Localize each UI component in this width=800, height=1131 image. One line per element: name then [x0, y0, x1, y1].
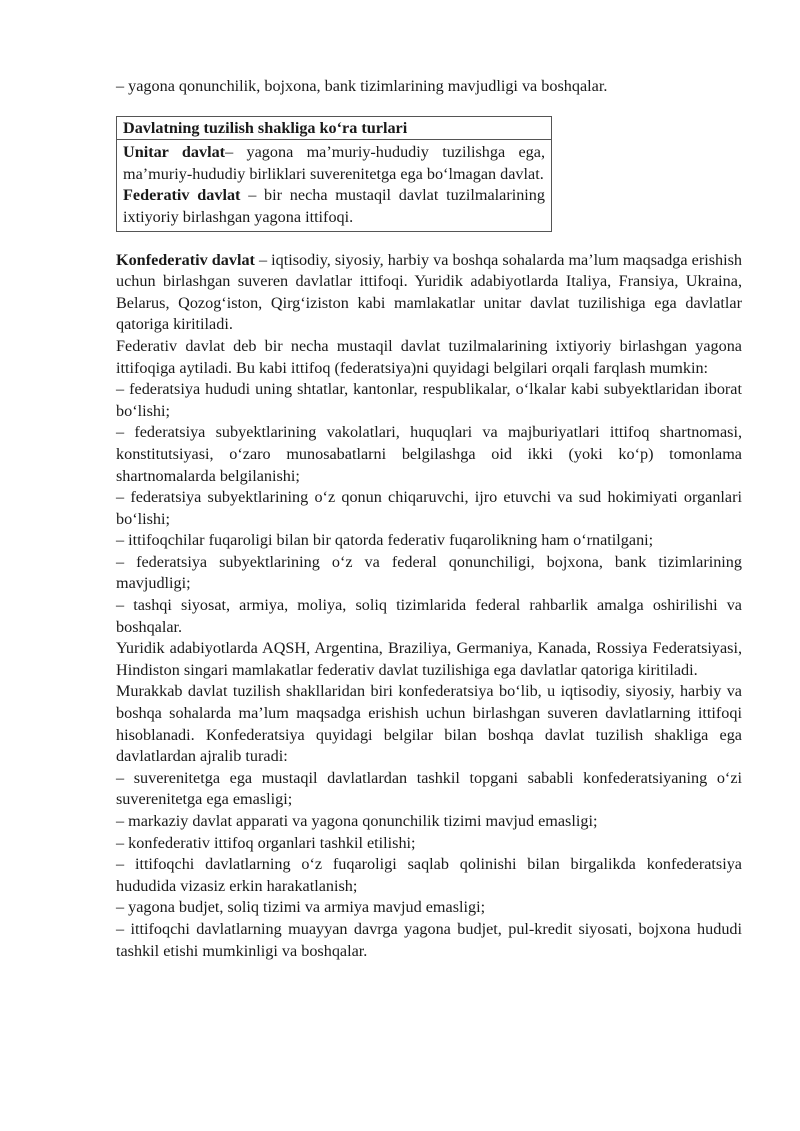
- list-item: – federatsiya hududi uning shtatlar, kantonlar, respublikalar, o‘lkalar kabi subyektlaridan iborat bo‘lishi;: [116, 380, 742, 420]
- federativ-text: – bir necha mustaqil davlat tuzilmalarining ixtiyoriy birlashgan yagona ittifoqi.: [123, 186, 545, 226]
- unitar-text: – yagona ma’muriy-hududiy tuzilishga ega, ma’muriy-hududiy birliklari suverenitetga ega bo‘lmagan davlat.: [123, 143, 545, 183]
- list-item: – yagona budjet, soliq tizimi va armiya mavjud emasligi;: [116, 898, 486, 917]
- definition-box-title: Davlatning tuzilish shakliga ko‘ra turlari: [117, 117, 551, 141]
- definition-box: [116, 116, 552, 232]
- konfederativ-term: Konfederativ davlat: [116, 250, 255, 269]
- unitar-definition: [123, 142, 545, 185]
- body-paragraph: Yuridik adabiyotlarda AQSH, Argentina, Braziliya, Germaniya, Kanada, Rossiya Federatsiyasi, Hindiston singari mamlakatlar federativ davlat tuzilishiga ega davlatlar qatoriga kiritiladi.: [116, 639, 742, 679]
- definition-box-body: [117, 140, 551, 230]
- document-page: [116, 76, 742, 962]
- list-item: – ittifoqchilar fuqaroligi bilan bir qatorda federativ fuqarolikning ham o‘rnatilgani;: [116, 531, 654, 550]
- konfederativ-text: – iqtisodiy, siyosiy, harbiy va boshqa sohalarda ma’lum maqsadga erishish uchun birlashgan suveren davlatlar ittifoqi. Yuridik adabiyotlarda Italiya, Fransiya, Ukraina, Belarus, Qozog‘iston, Qirg‘iziston kabi mamlakatlar unitar davlat tuzilishiga ega davlatlar qatoriga kiritiladi.: [116, 250, 742, 334]
- list-item: – ittifoqchi davlatlarning muayyan davrga yagona budjet, pul-kredit siyosati, bojxona hududi tashkil etishi mumkinligi va boshqalar.: [116, 919, 742, 960]
- federativ-term: Federativ davlat: [123, 186, 241, 205]
- list-item: – federatsiya subyektlarining o‘z va federal qonunchiligi, bojxona, bank tizimlarining mavjudligi;: [116, 552, 742, 593]
- konfederativ-paragraph: [116, 250, 742, 336]
- list-item: – federatsiya subyektlarining vakolatlari, huquqlari va majburiyatlari ittifoq shartnomasi, konstitutsiyasi, o‘zaro munosabatlarni belgilashga oid ikki (yoki ko‘p) tomonlama shartnomalarda belgilanishi;: [116, 423, 742, 485]
- body-paragraph: Murakkab davlat tuzilish shakllaridan biri konfederatsiya bo‘lib, u iqtisodiy, siyosiy, harbiy va boshqa sohalarda ma’lum maqsadga erishish uchun birlashgan suveren davlatlarning ittifoqi hisoblanadi. Konfederatsiya quyidagi belgilar bilan boshqa davlat tuzilish shakliga ega davlatlardan ajralib turadi:: [116, 682, 742, 766]
- list-item: – ittifoqchi davlatlarning o‘z fuqaroligi saqlab qolinishi bilan birgalikda konfederatsiya hududida vizasiz erkin harakatlanish;: [116, 855, 742, 895]
- body-paragraph: Federativ davlat deb bir necha mustaqil davlat tuzilmalarining ixtiyoriy birlashgan yagona ittifoqiga aytiladi. Bu kabi ittifoq (federatsiya)ni quyidagi belgilari orqali farqlash mumkin:: [116, 336, 742, 377]
- list-item: – federatsiya subyektlarining o‘z qonun chiqaruvchi, ijro etuvchi va sud hokimiyati organlari bo‘lishi;: [116, 488, 742, 528]
- list-item: – tashqi siyosat, armiya, moliya, soliq tizimlarida federal rahbarlik amalga oshirilishi va boshqalar.: [116, 596, 742, 636]
- federativ-definition: [123, 185, 545, 228]
- list-item: – suverenitetga ega mustaqil davlatlardan tashkil topgani sababli konfederatsiyaning o‘zi suverenitetga ega emasligi;: [116, 768, 742, 809]
- list-item: – konfederativ ittifoq organlari tashkil etilishi;: [116, 833, 416, 852]
- list-item: – markaziy davlat apparati va yagona qonunchilik tizimi mavjud emasligi;: [116, 812, 598, 830]
- intro-line: – yagona qonunchilik, bojxona, bank tizimlarining mavjudligi va boshqalar.: [116, 77, 608, 95]
- unitar-term: Unitar davlat: [123, 143, 226, 162]
